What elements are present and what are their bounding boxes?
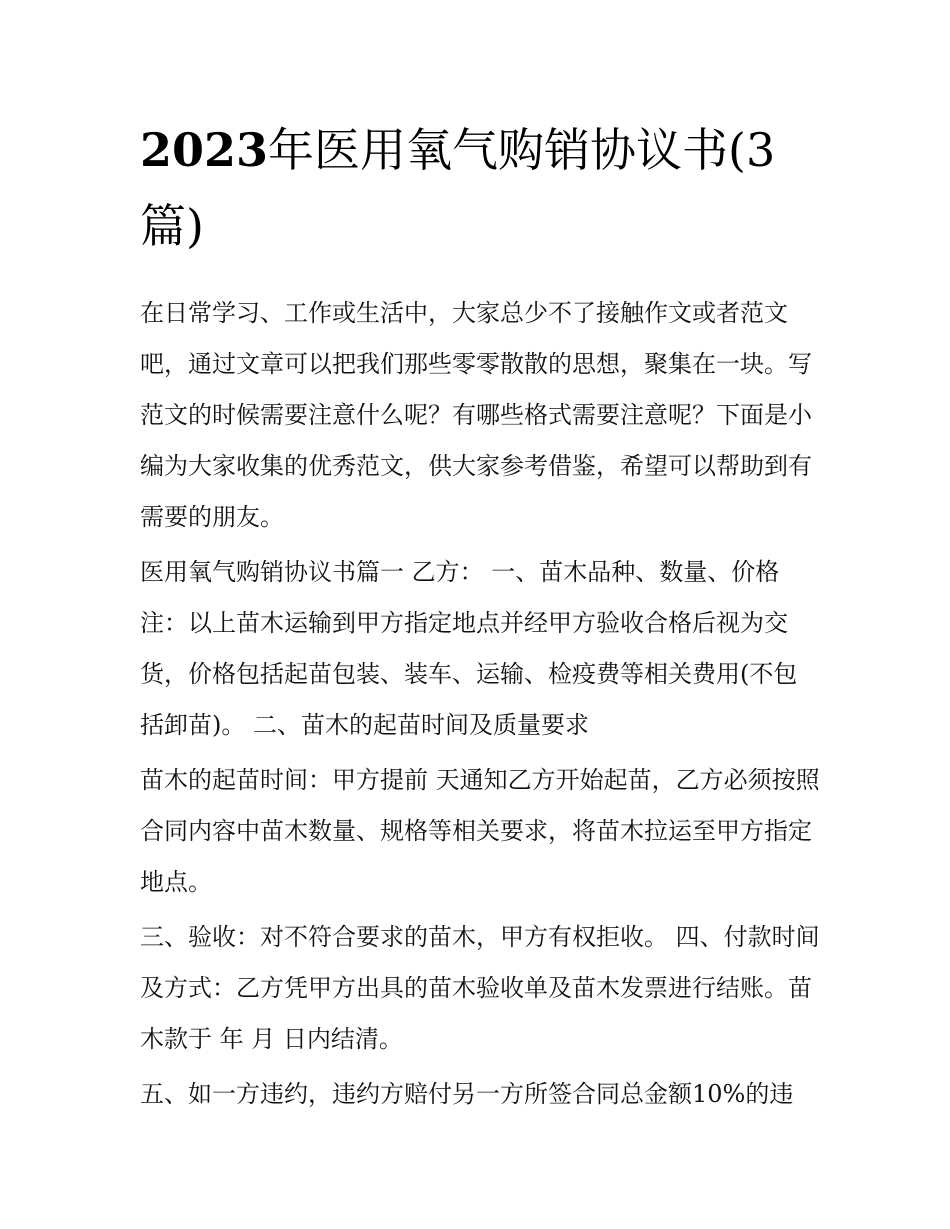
document-title [140,112,820,264]
document-page [140,112,820,1124]
paragraph-acceptance-payment: 三、验收：对不符合要求的苗木，甲方有权拒收。 四、付款时间及方式：乙方凭甲方出具的苗木验收单及苗木发票进行结账。苗木款于 年 月 日内结清。 [140,923,820,1053]
document-body [140,288,820,1120]
paragraph-harvest-time: 苗木的起苗时间：甲方提前 天通知乙方开始起苗，乙方必须按照合同内容中苗木数量、规格等相关要求，将苗木拉运至甲方指定地点。 [140,766,820,896]
title-year: 2023 [140,123,269,177]
paragraph-intro: 在日常学习、工作或生活中，大家总少不了接触作文或者范文吧，通过文章可以把我们那些零零散散的思想，聚集在一块。写范文的时候需要注意什么呢？有哪些格式需要注意呢？下面是小编为大家收集的优秀范文，供大家参考借鉴，希望可以帮助到有需要的朋友。 [140,299,812,531]
paragraph-breach: 五、如一方违约，违约方赔付另一方所签合同总金额10%的违 [140,1080,794,1108]
paragraph-section-one: 医用氧气购销协议书篇一 乙方： 一、苗木品种、数量、价格注：以上苗木运输到甲方指定地点并经甲方验收合格后视为交货，价格包括起苗包装、装车、运输、检疫费等相关费用(不包括卸苗)。 二、苗木的起苗时间及质量要求 [140,558,798,739]
title-text: 年医用氧气购销协议书(3篇) [140,123,776,253]
